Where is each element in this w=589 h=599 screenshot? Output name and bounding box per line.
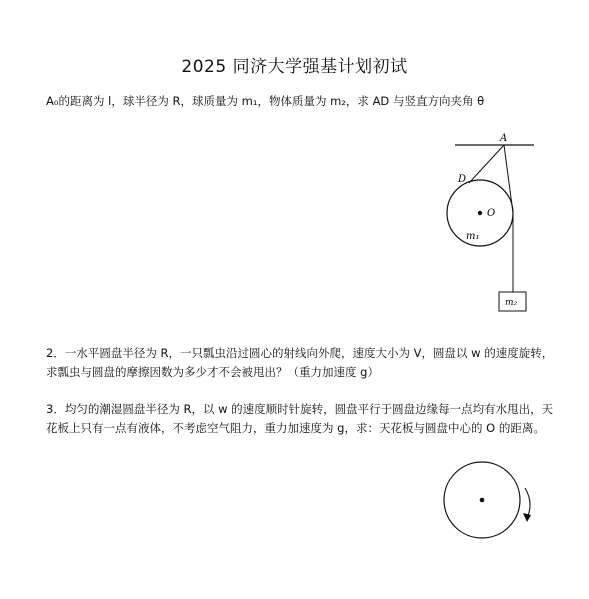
label-m1: m₁ (466, 231, 480, 242)
disk-center-dot (480, 498, 485, 503)
label-m2: m₂ (505, 298, 518, 308)
question-1-text: A₀的距离为 l，球半径为 R，球质量为 m₁，物体质量为 m₂，求 AD 与竖直方向夹角 θ (46, 94, 485, 108)
question-2-text: 2．一水平圆盘半径为 R，一只瓢虫沿过圆心的射线向外爬，速度大小为 V，圆盘以 w 的速度旋转，求瓢虫与圆盘的摩擦因数为多少才不会被甩出？（重力加速度 g） (46, 346, 554, 379)
label-D: D (458, 174, 467, 185)
string-AD (469, 145, 504, 183)
arrow-head-icon (523, 513, 531, 522)
page-title: 2025 同济大学强基计划初试 (181, 57, 408, 77)
question-3-text: 3．均匀的潮湿圆盘半径为 R，以 w 的速度顺时针旋转，圆盘平行于圆盘边缘每一点均有水甩出，天花板上只有一点有液体，不考虑空气阻力，重力加速度为 g，求：天花板与圆盘中心的 O 的距离。 (46, 402, 554, 435)
center-dot-O (478, 211, 482, 215)
clockwise-arrow-icon (525, 488, 530, 518)
label-O: O (487, 208, 496, 219)
label-A: A (500, 133, 508, 144)
